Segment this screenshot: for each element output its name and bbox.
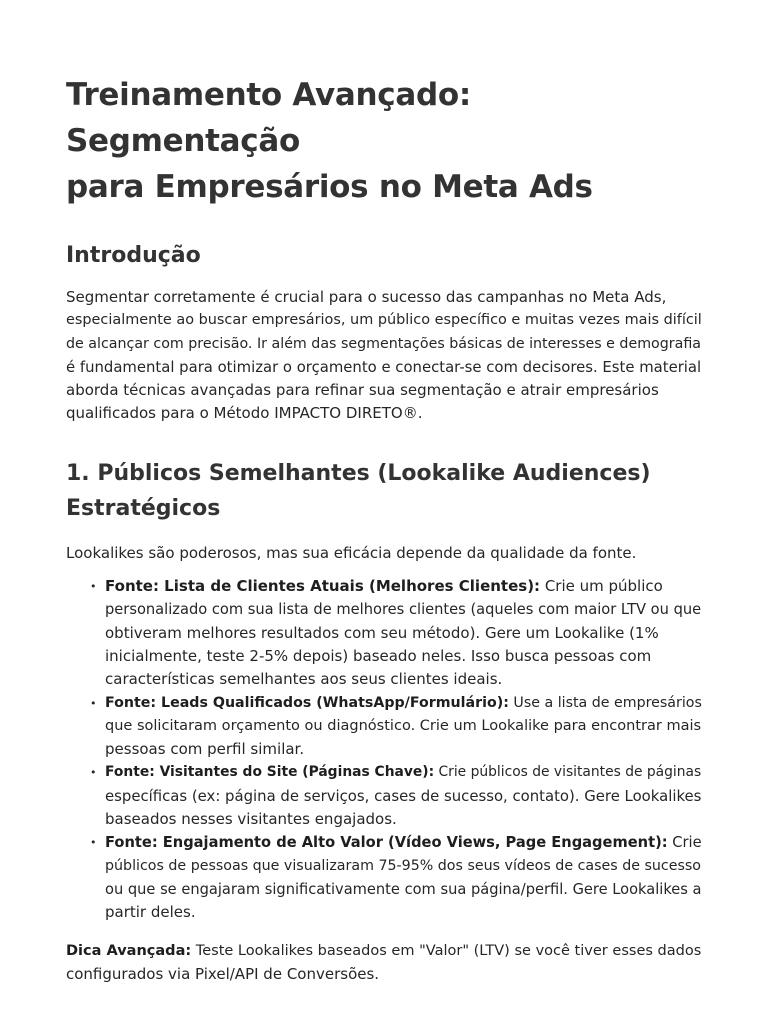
- title-line-2: para Empresários no Meta Ads: [66, 169, 593, 205]
- intro-line: Segmentar corretamente é crucial para o sucesso das campanhas no Meta Ads,: [66, 288, 667, 306]
- bullet-icon: •: [90, 580, 97, 594]
- intro-line: de alcançar com precisão. Ir além das segmentações básicas de interesses e demografia: [66, 335, 701, 352]
- document-title: [66, 72, 702, 210]
- lookalike-sources-list: [66, 575, 702, 924]
- source-label: Fonte: Leads Qualificados (WhatsApp/Formulário):: [105, 694, 509, 711]
- intro-line: especialmente ao buscar empresários, um público específico e muitas vezes mais difícil: [66, 312, 702, 329]
- lookalike-heading-line-1: 1. Públicos Semelhantes (Lookalike Audiences): [66, 460, 651, 486]
- intro-paragraph: [66, 286, 702, 426]
- lookalike-lead-paragraph: Lookalikes são poderosos, mas sua eficácia depende da qualidade da fonte.: [66, 543, 637, 562]
- source-label: Fonte: Engajamento de Alto Valor (Vídeo Views, Page Engagement):: [105, 834, 668, 852]
- intro-line: qualificados para o Método IMPACTO DIRETO®.: [66, 404, 423, 423]
- intro-line: aborda técnicas avançadas para refinar sua segmentação e atrair empresários: [66, 381, 659, 400]
- lookalike-heading: [66, 456, 702, 526]
- list-item: • Fonte: Engajamento de Alto Valor (Vídeo Views, Page Engagement): Crie públicos de pessoas que visualizaram 75-95% dos seus vídeos de cases de sucesso ou que se engajaram significativamente com sua página/perfil. Gere Lookalikes a partir deles.: [90, 831, 702, 924]
- bullet-icon: •: [90, 836, 97, 850]
- tip-label: Dica Avançada:: [66, 942, 192, 959]
- bullet-icon: •: [90, 766, 97, 780]
- list-item: • Fonte: Leads Qualificados (WhatsApp/Formulário): Use a lista de empresários que solicitaram orçamento ou diagnóstico. Crie um Lookalike para encontrar mais pessoas com perfil similar.: [90, 692, 702, 762]
- source-label: Fonte: Visitantes do Site (Páginas Chave):: [105, 764, 435, 781]
- list-item: • Fonte: Lista de Clientes Atuais (Melhores Clientes): Crie um público personalizado com sua lista de melhores clientes (aqueles com maior LTV ou que obtiveram melhores resultados com seu método). Gere um Lookalike (1% inicialmente, teste 2-5% depois) baseado neles. Isso busca pessoas com características semelhantes aos seus clientes ideais.: [90, 577, 702, 689]
- title-line-1: Treinamento Avançado: Segmentação: [66, 77, 471, 159]
- lookalike-heading-line-2: Estratégicos: [66, 495, 221, 521]
- bullet-icon: •: [90, 696, 97, 710]
- list-item: • Fonte: Visitantes do Site (Páginas Chave): Crie públicos de visitantes de páginas específicas (ex: página de serviços, cases de sucesso, contato). Gere Lookalikes baseados nesses visitantes engajados.: [90, 761, 702, 831]
- source-label: Fonte: Lista de Clientes Atuais (Melhores Clientes):: [105, 577, 541, 596]
- advanced-tip-paragraph: Dica Avançada: Teste Lookalikes baseados em "Valor" (LTV) se você tiver esses dados configurados via Pixel/API de Conversões.: [66, 942, 702, 983]
- intro-heading: Introdução: [66, 243, 201, 268]
- intro-line: é fundamental para otimizar o orçamento e conectar-se com decisores. Este material: [66, 357, 702, 376]
